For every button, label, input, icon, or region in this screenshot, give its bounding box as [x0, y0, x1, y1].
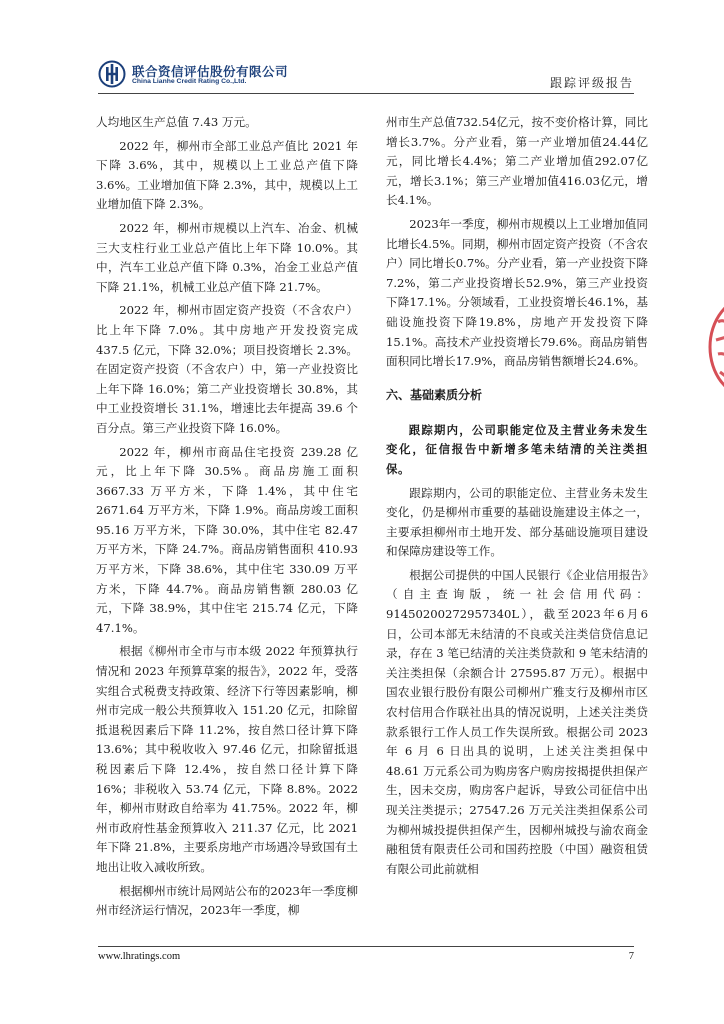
paragraph: 跟踪期内，公司的职能定位、主营业务未发生变化，仍是柳州市重要的基础设施建设主体之一，主要承担柳州市土地开发、部分基础设施项目建设和保障房建设等工作。	[386, 485, 648, 559]
seal-stamp-icon	[700, 292, 724, 402]
paragraph: 人均地区生产总值 7.43 万元。	[96, 115, 257, 129]
left-column	[96, 113, 358, 925]
right-column	[386, 113, 648, 883]
paragraph: 2022 年，柳州市商品住宅投资 239.28 亿元，比上年下降 30.5%。商品房施工面积 3667.33 万平方米，下降 1.4%，其中住宅 2671.64 万平方米，下降 1.9%。商品房竣工面积 95.16 万平方米，下降 30.0%，其中住宅 82.47 万平方米，下降 24.7%。商品房销售面积 410.93 万平方米，下降 38.6%，其中住宅 330.09 万平方米，下降 44.7%。商品房销售额 280.03 亿元，下降 38.9%，其中住宅 215.74 亿元，下降 47.1%。	[96, 444, 358, 635]
paragraph: 2023年一季度，柳州市规模以上工业增加值同比增长4.5%。同期，柳州市固定资产投资（不含农户）同比增长0.7%。分产业看，第一产业投资下降7.2%，第二产业投资增长52.9%，第三产业投资下降17.1%。分领域看，工业投资增长46.1%，基础设施投资下降19.8%，房地产开发投资下降15.1%。高技术产业投资增长79.6%。商品房销售面积同比增长17.9%，商品房销售额增长24.6%。	[386, 216, 648, 369]
paragraph: 根据《柳州市全市与市本级 2022 年预算执行情况和 2023 年预算草案的报告》，2022 年，受落实组合式税费支持政策、经济下行等因素影响，柳州市完成一般公共预算收入 151.20 亿元，扣除留抵退税因素后下降 11.2%，按自然口径计算下降 13.6%；其中税收收入 97.46 亿元，扣除留抵退税因素后下降 12.4%，按自然口径计算下降 16%；非税收入 53.74 亿元，下降 8.8%。2022 年，柳州市财政自给率为 41.75%。2022 年，柳州市政府性基金预算收入 211.37 亿元，比 2021 年下降 21.8%，主要系房地产市场遇冷导致国有土地出让收入减收所致。	[96, 644, 358, 874]
header-divider	[98, 93, 634, 94]
page-number: 7	[628, 951, 634, 962]
paragraph: 根据柳州市统计局网站公布的2023年一季度柳州市经济运行情况，2023年一季度，柳	[96, 883, 358, 918]
report-type-title: 跟踪评级报告	[549, 76, 634, 90]
right-column-top	[386, 113, 648, 372]
paragraph: 州市生产总值732.54亿元，按不变价格计算，同比增长3.7%。分产业看，第一产业增加值24.44亿元，同比增长4.4%；第二产业增加值292.07亿元，增长3.1%；第三产业增加值416.03亿元，增长4.1%。	[386, 115, 648, 208]
paragraph: 2022 年，柳州市固定资产投资（不含农户）比上年下降 7.0%。其中房地产开发投资完成 437.5 亿元，下降 32.0%；项目投资增长 2.3%。在固定资产投资（不含农户）中，第一产业投资比上年下降 16.0%；第二产业投资增长 30.8%，其中工业投资增长 31.1%，增速比去年提高 39.6 个百分点。第三产业投资下降 16.0%。	[96, 303, 358, 435]
paragraph: 跟踪期内，公司职能定位及主营业务未发生变化，征信报告中新增多笔未结清的关注类担保。	[386, 422, 648, 476]
company-name-cn: 联合资信评估股份有限公司	[132, 64, 289, 79]
company-name-en: China Lianhe Credit Rating Co.,Ltd.	[132, 78, 247, 85]
paragraph: 根据公司提供的中国人民银行《企业信用报告》（自主查询版，统一社会信用代码：91450200272957340L），截至2023年6月6日，公司本部无未结清的不良或关注类信贷信息记录，存在 3 笔已结清的关注类贷款和 9 笔未结清的关注类担保（余额合计 27595.87 万元）。根据中国农业银行股份有限公司柳州广雅支行及柳州市区农村信用合作联社出具的情况说明，上述关注类贷款系银行工作人员工作失误所致。根据公司 2023 年 6 月 6 日出具的说明，上述关注类担保中 48.61 万元系公司为购房客户购房按揭提供担保产生，因未交房，购房客户起诉，导致公司征信中出现关注类提示；27547.26 万元关注类担保系公司为柳州城投提供担保产生，因柳州城投与渝农商金融租赁有限责任公司和国药控股（中国）融资租赁有限公司此前就相	[386, 567, 648, 876]
paragraph: 2022 年，柳州市全部工业总产值比 2021 年下降 3.6%，其中，规模以上工业总产值下降 3.6%。工业增加值下降 2.3%，其中，规模以上工业增加值下降 2.3%。	[96, 138, 358, 212]
right-column-bottom	[386, 421, 648, 880]
section-heading: 六、基础素质分析	[386, 387, 483, 402]
footer-divider	[98, 946, 634, 947]
lianhe-logo-icon	[98, 60, 126, 88]
footer-website-link[interactable]: www.lhratings.com	[98, 951, 181, 962]
paragraph: 2022 年，柳州市规模以上汽车、冶金、机械三大支柱行业工业总产值比上年下降 10.0%。其中，汽车工业总产值下降 0.3%，冶金工业总产值下降 21.1%，机械工业总产值下降 21.7%。	[96, 220, 358, 294]
page-header	[98, 58, 634, 94]
